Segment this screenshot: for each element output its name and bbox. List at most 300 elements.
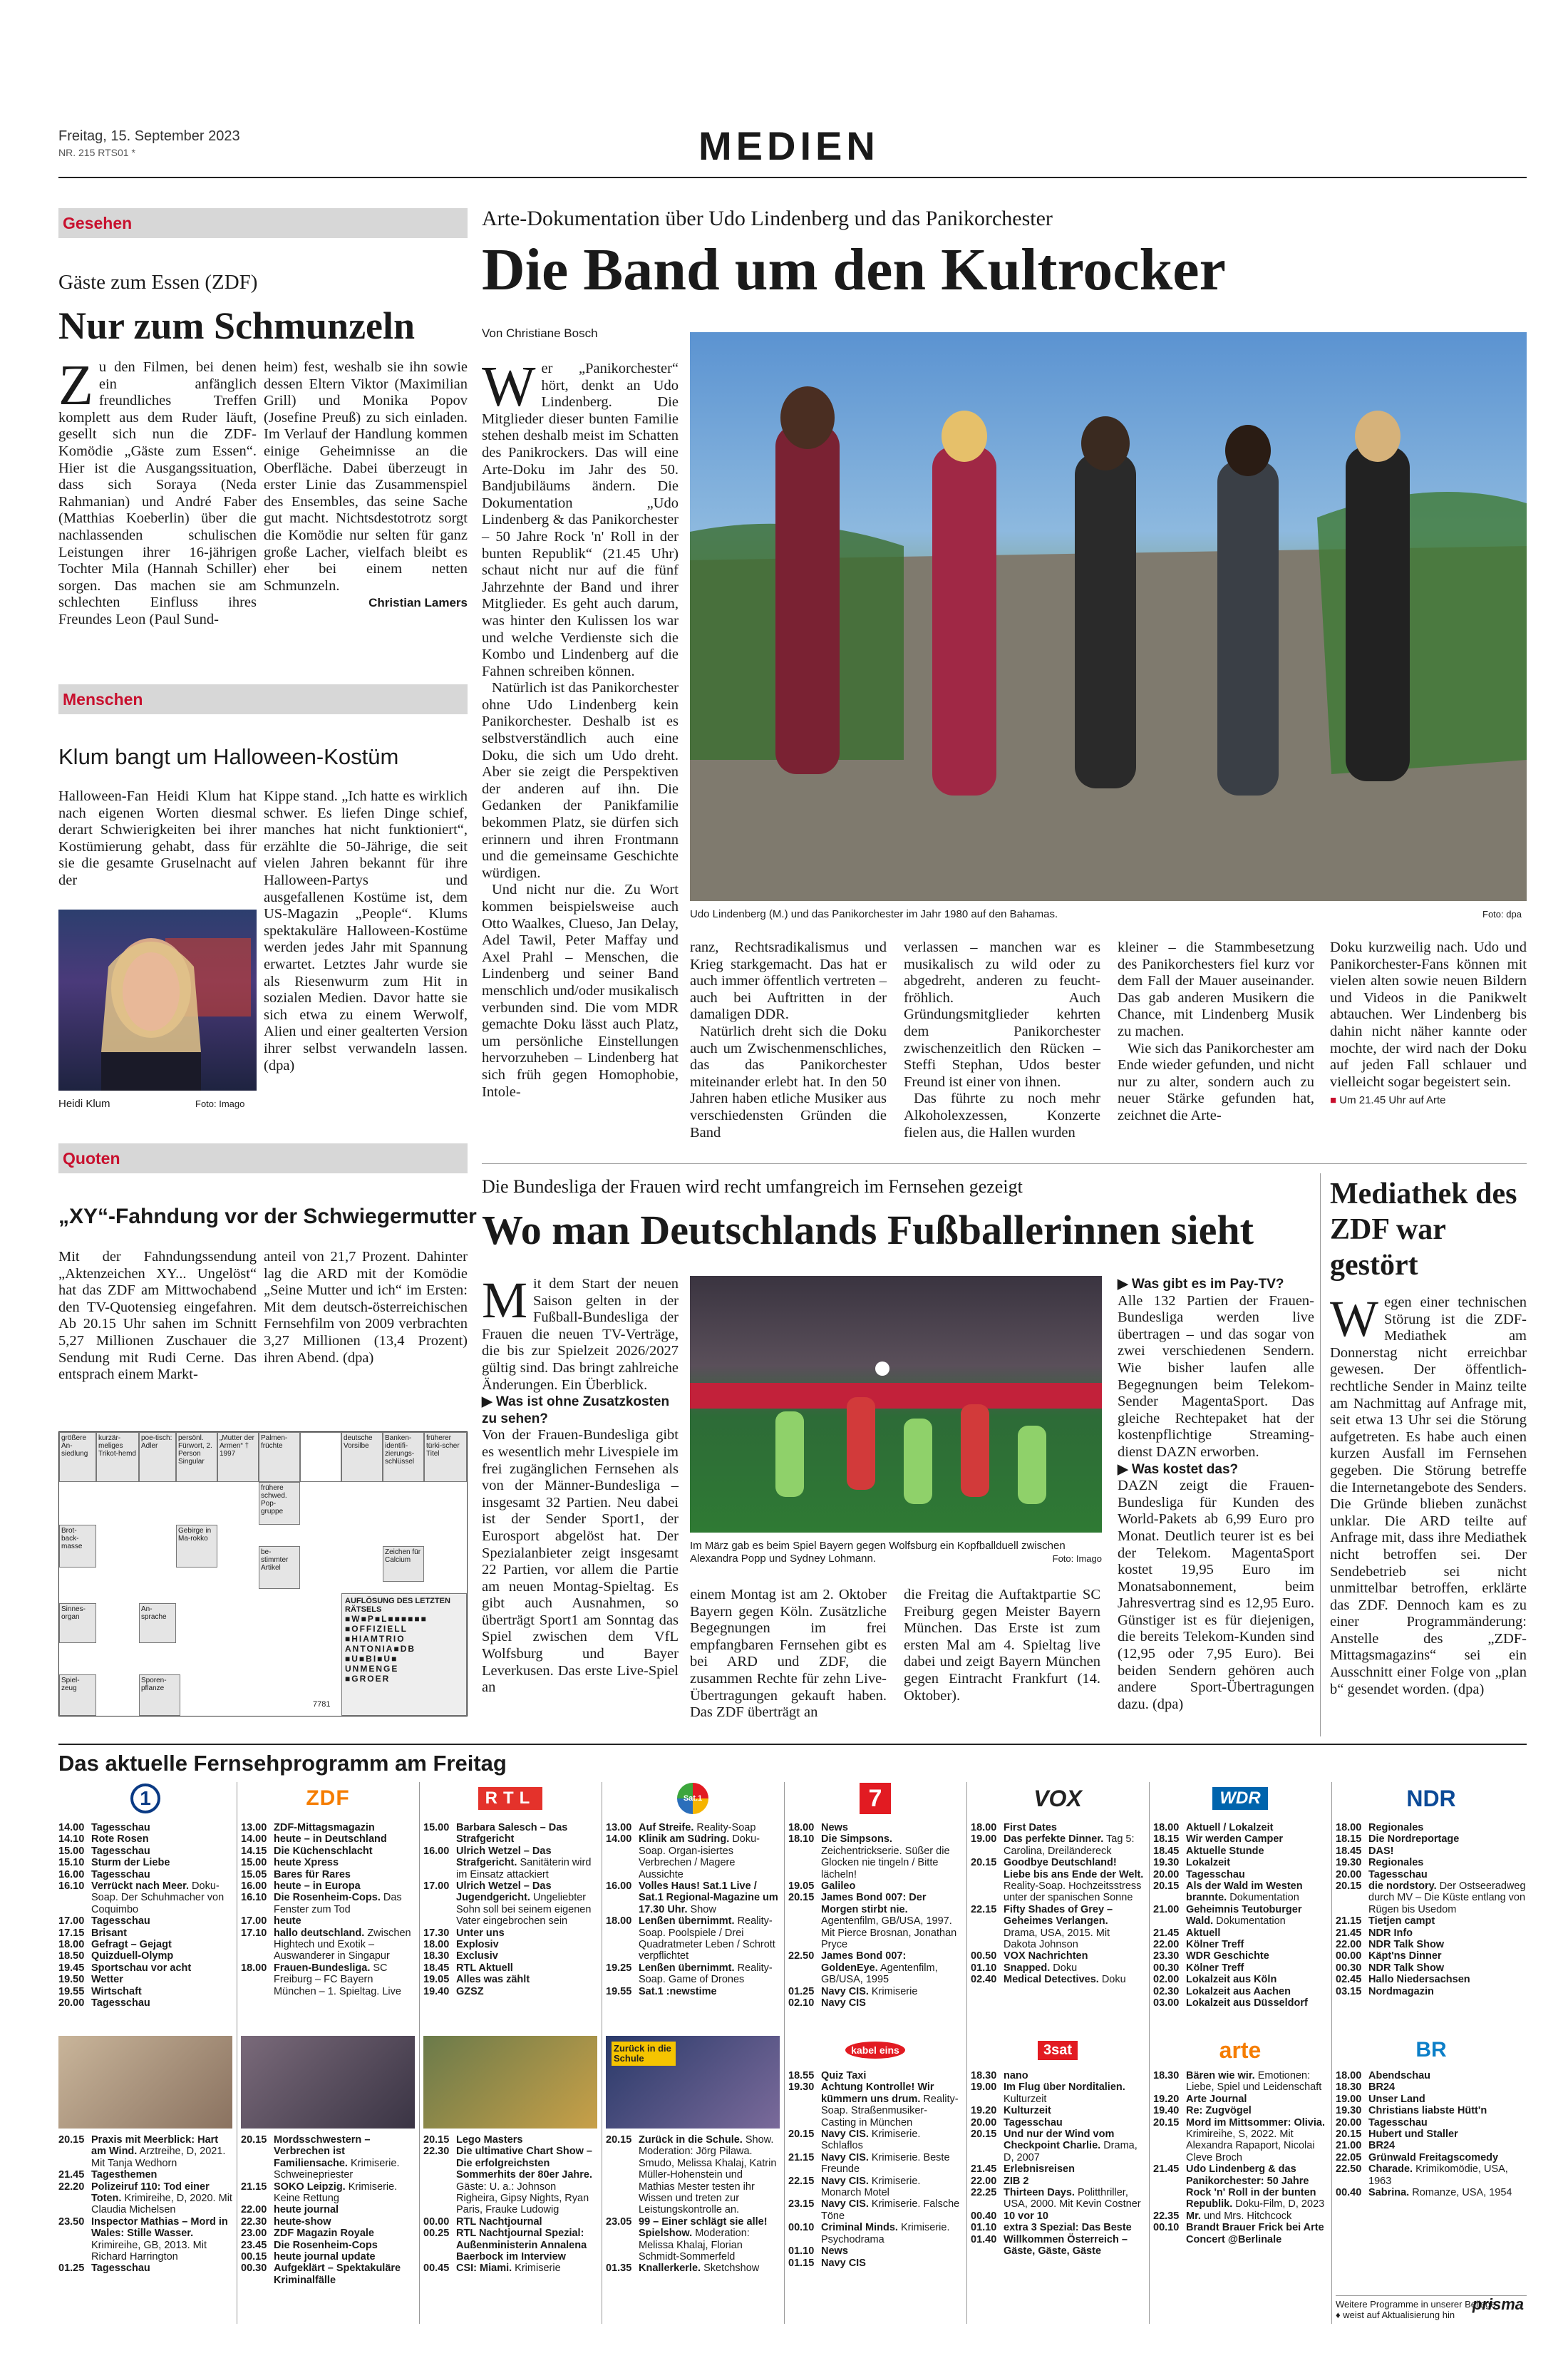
band-photo-icon [690,332,1527,901]
program-title: Bären wie wir. Emotionen: Liebe, Spiel und Leidenschaft [1186,2070,1322,2094]
tv-program-row [788,1997,962,2009]
program-title: James Bond 007: Der Morgen stirbt nie. Agentenfilm, GB/USA, 1997. Mit Pierce Brosnan, Jonathan Pryce [821,1892,957,1951]
channel-logo-kabeleins: kabel eins [788,2036,962,2064]
crossword-solution: AUFLÖSUNG DES LETZTEN RÄTSELS ■W■P■L■■■■■■ ■OFFIZIELL ■HIAMTRIO ANTONIA■DB ■U■BI■U■ UNMENGE ■GROER [341,1593,467,1716]
tv-program-row [971,2210,1145,2222]
mediathek-title: Mediathek des ZDF war gestört [1330,1178,1517,1282]
arte-kicker: Arte-Dokumentation über Udo Lindenberg und das Panikorchester [482,207,1053,230]
program-time: 19.40 [423,1985,450,1997]
program-time: 21.15 [788,2151,815,2163]
program-time: 20.00 [1336,2116,1362,2129]
mediathek-divider [1320,1173,1321,1736]
program-title: 10 vor 10 [1004,2210,1048,2222]
program-time: 16.00 [58,1868,85,1880]
program-time: 18.45 [1336,1845,1362,1857]
program-title: Die Rosenheim-Cops. Das Fenster zum Tod [274,1892,402,1915]
program-time: 18.10 [788,1833,815,1846]
tv-program-row [971,1822,1145,1833]
channel-logo-pro7: 7 [788,1782,962,1815]
tv-listing-ard [58,1822,232,2009]
program-time: 18.55 [788,2070,815,2081]
tv-program-row [606,1962,780,1986]
program-title: WDR Geschichte [1186,1950,1269,1962]
tv-program-row [606,1986,780,1997]
program-title: heute Xpress [274,1857,339,1869]
program-title: Sabrina. Romanze, USA, 1954 [1368,2187,1512,2199]
program-time: 23.05 [606,2215,632,2228]
tv-program-row [241,2263,415,2286]
program-title: Sat.1 :newstime [639,1985,717,1997]
tv-program-row [971,2222,1145,2233]
program-title: Tagesschau [91,1915,150,1927]
program-title: Quiz Taxi [821,2070,867,2081]
band-photo-caption: Udo Lindenberg (M.) und das Panikorchester im Jahr 1980 auf den Bahamas. [690,908,1058,920]
program-time: 16.00 [606,1880,632,1893]
program-time: 23.45 [241,2239,267,2251]
tv-program-row [1153,1869,1327,1880]
program-time: 18.30 [971,2070,997,2081]
tv-program-row [1153,1997,1327,2009]
tv-program-row [971,2187,1145,2210]
header-date: Freitag, 15. September 2023 [58,128,240,144]
program-time: 21.45 [58,2169,85,2181]
program-time: 01.25 [58,2263,85,2275]
tv-program-row [241,2216,415,2228]
program-title: Aktuell / Lokalzeit [1186,1822,1274,1833]
program-title: Mordsschwestern – Verbrechen ist Familiensache. Krimiserie. Schweinepriester [274,2134,400,2181]
program-title: extra 3 Spezial: Das Beste [1004,2222,1132,2234]
program-time: 22.15 [971,1903,997,1915]
program-time: 22.20 [58,2181,85,2193]
program-time: 23.15 [788,2198,815,2210]
tv-program-row [1336,2163,1527,2187]
tv-program-row [423,1846,597,1880]
program-time: 19.30 [1153,1857,1180,1869]
program-time: 21.45 [1336,1927,1362,1939]
channel-logo-rtl: RTL [423,1782,597,1815]
program-title: News [821,1822,848,1833]
tv-photo-ard [58,2036,232,2129]
program-title: NDR Info [1368,1927,1413,1939]
program-time: 01.10 [971,1962,997,1974]
program-time: 20.15 [1153,2116,1180,2129]
channel-logo-ndr: NDR [1406,1785,1456,1811]
tv-program-row [1153,1822,1327,1833]
quoten-col1: Mit der Fahndungssendung „Aktenzeichen XY... Ungelöst“ hat das ZDF am Mittwochabend den TV-Quotensieg eingefahren. Ab 20.15 Uhr sahen im Schnitt 5,27 Millionen Zuschauer die Sendung mit Rudi Cerne. Das entsprach einem Markt- [58,1249,257,1383]
tv-program-row [58,2134,232,2169]
program-time: 20.00 [971,2116,997,2129]
program-title: Ulrich Wetzel – Das Jugendgericht. Ungeliebter Sohn soll bei seinem eigenen Vater eingebrochen sein [456,1880,592,1927]
program-time: 02.10 [788,1997,815,2009]
tv-program-row [423,1822,597,1846]
tv-program-row [241,1846,415,1857]
program-time: 01.40 [971,2233,997,2245]
program-title: Thirteen Days. Politthriller, USA, 2000. Mit Kevin Costner [1004,2187,1141,2210]
program-title: Charade. Krimikomödie, USA, 1963 [1368,2163,1508,2187]
program-time: 00.10 [788,2222,815,2234]
heidi-klum-photo [58,910,257,1091]
program-time: 18.45 [1153,1845,1180,1857]
program-time: 18.15 [1336,1833,1362,1846]
program-time: 19.25 [606,1962,632,1974]
tv-title: Das aktuelle Fernsehprogramm am Freitag [58,1751,507,1776]
program-time: 21.15 [241,2181,267,2193]
program-title: Tagesschau [1368,2116,1428,2129]
tv-program-row [241,1927,415,1962]
program-title: BR24 [1368,2140,1396,2152]
channel-logo-sat1: Sat.1 [606,1782,780,1815]
program-time: 00.50 [971,1950,997,1962]
tv-photo-zdf [241,2036,415,2129]
tv-program-row [1153,2163,1327,2210]
tv-program-row [423,1962,597,1974]
tv-program-row [241,1857,415,1868]
tv-program-row [788,2245,962,2257]
program-title: Wir werden Camper [1186,1833,1284,1846]
program-time: 03.15 [1336,1985,1362,1997]
gesehen-col2: heim) fest, weshalb sie ihn sowie dessen Eltern Viktor (Maximilian Grill) und Monika Popov (Josefine Preuß) zu sich einladen. Im Verlauf der Handlung kommen einige Geheimnisse an die Oberfläche. Dabei überzeugt in erster Linie das Zusammenspiel des Ensembles, das seine Sache gut macht. Nichtsdestotrotz sorgt die Komödie nur selten für ganz große Lacher, vielfach bleibt es eher bei einem netten Schmunzeln. Christian Lamers [264,359,468,610]
program-time: 20.00 [1153,1868,1180,1880]
program-time: 01.10 [788,2245,815,2258]
program-title: Exclusiv [456,1950,498,1962]
program-title: heute – in Europa [274,1880,361,1893]
quoten-title: „XY“-Fahndung vor der Schwiegermutter [58,1205,477,1228]
program-time: 19.45 [58,1962,85,1974]
program-time: 19.30 [1336,1857,1362,1869]
tv-program-row [241,2134,415,2181]
tv-program-row [1336,1962,1527,1974]
program-title: DAS! [1368,1845,1394,1857]
gesehen-col1: Zu den Filmen, bei denen ein anfänglich freundliches Treffen komplett aus dem Ruder läuft, gesellt sich nun die ZDF-Komödie „Gäste zum Essen“. Hier ist die Ausgangssituation, dass sich Soraya (Neda Rahmanian) und André Faber (Matthias Koeberlin) über die nachlassenden schulischen Leistungen ihrer 16-jährigen Tochter Mila (Hannah Schiller) sorgen. Das machen sie am schlechten Einfluss ihres Freundes Leon (Paul Sund- [58,354,257,627]
tv-program-row [423,1880,597,1927]
program-time: 20.15 [606,2134,632,2146]
tv-program-row [423,2228,597,2263]
program-title: Navy CIS. Krimiserie. Schlaflos [821,2129,921,2152]
tv-program-row [58,2216,232,2263]
tv-evening-3sat [971,2070,1145,2258]
tv-evening-br [1336,2070,1527,2198]
arte-title: Die Band um den Kultrocker [482,237,1226,303]
program-time: 19.40 [1153,2105,1180,2117]
football-photo [690,1276,1102,1533]
program-time: 19.50 [58,1974,85,1986]
program-title: Criminal Minds. Krimiserie. Psychodrama [821,2222,950,2245]
band-photo-credit: Foto: dpa [1482,909,1522,920]
program-title: Geheimnis Teutoburger Wald. Dokumentation [1186,1903,1302,1927]
tv-program-row [423,2134,597,2146]
crossword-clue: „Mutter der Armen“ † 1997 [217,1432,259,1482]
tv-program-row [971,2129,1145,2163]
program-time: 17.00 [423,1880,450,1893]
program-title: Achtung Kontrolle! Wir kümmern uns drum. Reality-Soap. Straßenmusiker-Casting in München [821,2081,959,2129]
program-title: Udo Lindenberg & das Panikorchester: 50 Jahre Rock 'n' Roll in der bunten Republik. Doku-Film, D, 2023 [1186,2163,1325,2210]
tv-program-row [1153,2094,1327,2105]
program-title: Gefragt – Gejagt [91,1939,172,1951]
program-time: 17.00 [58,1915,85,1927]
program-title: ZIB 2 [1004,2175,1029,2187]
tv-program-row [788,1822,962,1833]
program-title: Goodbye Deutschland! Liebe bis ans Ende der Welt. Reality-Soap. Hochzeitsstress unter der spanischen Sonne [1004,1857,1144,1904]
tv-program-row [1153,1986,1327,1997]
crossword-clue: Gebirge in Ma-rokko [176,1525,217,1568]
program-title: Hallo Niedersachsen [1368,1974,1470,1986]
tv-program-row [1336,1857,1527,1868]
program-time: 14.00 [241,1833,267,1846]
program-title: nano [1004,2070,1028,2081]
crossword-clue: größere An-siedlung [59,1432,96,1482]
prisma-logo: prisma [1472,2295,1524,2313]
tv-program-row [241,1915,415,1927]
program-time: 02.00 [1153,1974,1180,1986]
tv-program-row [788,2222,962,2245]
program-time: 18.00 [788,1822,815,1833]
program-title: Verrückt nach Meer. Doku-Soap. Der Schuhmacher von Coquimbo [91,1880,225,1915]
program-title: Aufgeklärt – Spektakuläre Kriminalfälle [274,2263,401,2286]
quoten-col2: anteil von 21,7 Prozent. Dahinter lag die ARD mit der Komödie „Seine Mutter und ich“ im Ersten: Mit dem deutsch-österreichischen Fernsehfilm von 2009 verbrachten 3,27 Millionen (13,4 Prozent) ihren Abend. (dpa) [264,1249,468,1366]
program-time: 21.15 [1336,1915,1362,1927]
crossword-clue: frühere schwed. Pop-gruppe [259,1482,300,1525]
program-time: 18.00 [1336,1822,1362,1833]
tv-program-row [1336,2152,1527,2163]
crossword-clue: kurzär-meliges Trikot-hemd [96,1432,139,1482]
tv-program-row [58,1962,232,1974]
arte-col4: kleiner – die Stammbesetzung des Panikorchesters fiel kurz vor dem Fall der Mauer auseinander. Das gab anderen Musikern die Chance, mit Lindenberg Musik zu machen. Wie sich das Panikorchester am Ende wieder gefunden, und nicht nur zu alter, sondern auch zu neuer Stärke gefunden hat, zeichnet die Arte- [1118,940,1314,1123]
tv-program-row [1153,1950,1327,1962]
tv-program-row [971,2117,1145,2129]
bundesliga-col4: ▶ Was gibt es im Pay-TV? Alle 132 Partien der Frauen-Bundesliga werden live übertragen – und das sogar von zwei verschiedenen Sendern. Wie bisher laufen alle Begegnungen beim Telekom-Sender MagentaSport. Das gleiche Rechtepaket hat der kostenpflichtige Streaming-dienst DAZN erworben. ▶ Was kostet das? DAZN zeigt die Frauen-Bundesliga für Kunden des World-Pakets ab 6,99 Euro pro Monat. Deutlich teurer ist es bei der Telekom. MagentaSport kostet 19,95 Euro im Monatsabonnement, beim Jahresvertrag sind es 12,95 Euro. Günstiger ist es für diejenigen, die bereits Telekom-Kunden sind (12,95 oder 7,95 Euro). Bei beiden Sendern gehören auch andere Sport-Übertragungen dazu. (dpa) [1118,1277,1314,1712]
program-time: 00.40 [971,2210,997,2222]
program-title: Praxis mit Meerblick: Hart am Wind. Arztreihe, D, 2021. Mit Tanja Wedhorn [91,2134,226,2169]
portrait-photo-icon [58,910,257,1091]
program-time: 18.00 [606,1915,632,1927]
tv-listing-wdr [1153,1822,1327,2009]
tv-program-row [241,1880,415,1892]
tv-program-row [606,1880,780,1915]
program-title: Navy CIS [821,2257,866,2269]
program-title: 99 – Einer schlägt sie alle! Spielshow. Moderation: Melissa Khalaj, Florian Schmidt-Sommerfeld [639,2215,768,2263]
program-title: Lego Masters [456,2134,523,2146]
program-title: Zurück in die Schule. Show. Moderation: Jörg Pilawa. Smudo, Melissa Khalaj, Katrin Müller-Hohenstein und Mathias Mester testen ihr Wissen und treten zur Leistungskontrolle an. [639,2134,777,2216]
arte-tip: ■ Um 21.45 Uhr auf Arte [1330,1094,1446,1107]
tv-program-row [58,1915,232,1927]
crossword-clue: Spiel-zeug [59,1674,96,1716]
program-time: 00.10 [1153,2222,1180,2234]
program-title: Tagesschau [1004,2116,1063,2129]
program-title: Unser Land [1368,2093,1425,2105]
tv-program-row [971,2176,1145,2187]
tv-program-row [971,1857,1145,1904]
program-title: BR24 [1368,2081,1396,2094]
crossword-clue: früherer türki-scher Titel [424,1432,467,1482]
tv-program-row [971,1904,1145,1951]
tv-program-row [1336,2187,1527,2198]
program-time: 17.00 [241,1915,267,1927]
tv-program-row [971,1974,1145,1985]
program-title: Bares für Rares [274,1868,351,1880]
program-title: Die Nordreportage [1368,1833,1460,1846]
menschen-bar: Menschen [58,684,468,714]
program-time: 22.00 [1336,1939,1362,1951]
program-title: heute journal [274,2204,339,2216]
program-time: 20.15 [788,1892,815,1904]
bundesliga-title: Wo man Deutschlands Fußballerinnen sieht [482,1207,1254,1253]
program-time: 18.50 [58,1950,85,1962]
program-time: 18.15 [1153,1833,1180,1846]
program-time: 20.15 [1153,1880,1180,1893]
program-title: Klinik am Südring. Doku-Soap. Organ-isiertes Verbrechen / Magere Aussichte [639,1833,760,1880]
program-title: Inspector Mathias – Mord in Wales: Stille Wasser. Krimireihe, GB, 2013. Mit Richard Harrington [91,2215,228,2263]
program-title: Lenßen übernimmt. Reality-Soap. Game of Drones [639,1962,773,1986]
tv-program-row [58,2181,232,2216]
program-title: Regionales [1368,1857,1424,1869]
program-time: 14.15 [241,1845,267,1857]
tv-program-row [423,2263,597,2274]
program-time: 19.30 [1336,2105,1362,2117]
tv-program-row [1336,1974,1527,1985]
program-time: 18.30 [423,1950,450,1962]
program-title: Lokalzeit aus Köln [1186,1974,1277,1986]
tv-program-row [788,2176,962,2199]
arte-byline: Von Christiane Bosch [482,326,598,340]
program-title: Aktuelle Stunde [1186,1845,1264,1857]
program-title: Frauen-Bundesliga. SC Freiburg – FC Bayern München – 1. Spieltag. Live [274,1962,401,1997]
tv-program-row [58,2263,232,2274]
program-title: Re: Zugvögel [1186,2105,1252,2117]
gesehen-kicker: Gäste zum Essen (ZDF) [58,271,258,294]
program-time: 22.30 [423,2146,450,2158]
program-time: 17.10 [241,1927,267,1939]
menschen-col2: Kippe stand. „Ich hatte es wirklich schwer. Es liefen Dinge schief, manches hat nicht funktioniert“, erzählte die 50-Jährige, die seit vielen Jahren bekannt für ihre Halloween-Partys und ausgefallenen Kostüme ist, dem US-Magazin „People“. Klums spektakuläre Halloween-Kostüme werden jedes Jahr mit Spannung erwartet. Letztes Jahr wurde sie als Riesenwurm zum Hit in sozialen Medien. Davor hatte sie sich etwa zu einem Werwolf, Alien und einer gealterten Version ihrer selbst verwandeln lassen. (dpa) [264,788,468,1074]
program-time: 01.10 [971,2222,997,2234]
channel-logo-arte: arte [1219,2037,1262,2063]
program-time: 18.00 [58,1939,85,1951]
tv-program-row [1336,2140,1527,2151]
tv-program-row [1153,2210,1327,2222]
program-title: heute-show [274,2215,331,2228]
program-time: 18.30 [1153,2070,1180,2081]
program-time: 20.15 [971,2129,997,2141]
program-title: Snapped. Doku [1004,1962,1078,1974]
program-title: Wirtschaft [91,1985,142,1997]
program-title: Abendschau [1368,2070,1431,2081]
program-time: 22.05 [1336,2151,1362,2163]
program-title: Willkommen Österreich – Gäste, Gäste, Gäste [1004,2233,1128,2258]
program-title: Als der Wald im Westen brannte. Dokumentation [1186,1880,1303,1904]
tv-listing-ndr [1336,1822,1527,1997]
program-title: Tietjen campt [1368,1915,1435,1927]
tv-program-row [1336,1833,1527,1845]
program-time: 00.30 [1336,1962,1362,1974]
program-title: CSI: Miami. Krimiserie [456,2263,561,2275]
program-time: 18.00 [1336,2070,1362,2081]
program-time: 17.15 [58,1927,85,1939]
tv-program-row [1336,2070,1527,2081]
program-title: RTL Nachtjournal Spezial: Außenministerin Annalena Baerbock im Interview [456,2228,587,2263]
tv-program-row [606,1833,780,1880]
program-time: 00.15 [241,2251,267,2263]
program-time: 14.10 [58,1833,85,1846]
program-time: 20.15 [1336,1880,1362,1893]
program-time: 15.10 [58,1857,85,1869]
program-time: 01.25 [788,1985,815,1997]
tv-program-row [606,1822,780,1833]
tv-program-row [1336,1846,1527,1857]
program-title: Ulrich Wetzel – Das Strafgericht. Sanitäterin wird im Einsatz attackiert [456,1845,592,1880]
program-time: 15.00 [241,1857,267,1869]
bundesliga-col2: einem Montag ist am 2. Oktober Bayern gegen Köln. Zusätzliche Begegnungen im frei empfangbaren Fernsehen gibt es bei ARD und ZDF, die zusammen Rechte für zehn Live-Übertragungen gekauft haben. Das ZDF überträgt an [690,1587,887,1721]
crossword-clue: An-sprache [139,1603,176,1643]
program-title: Lokalzeit [1186,1857,1231,1869]
tv-program-row [58,1869,232,1880]
program-time: 20.15 [1336,2129,1362,2141]
program-time: 19.20 [1153,2093,1180,2105]
program-time: 02.40 [971,1974,997,1986]
tv-program-row [971,2070,1145,2081]
program-time: 19.55 [58,1985,85,1997]
tv-program-row [241,2251,415,2263]
program-title: Auf Streife. Reality-Soap [639,1822,756,1833]
tv-program-row [241,2181,415,2205]
program-title: Fifty Shades of Grey – Geheimes Verlangen. Drama, USA, 2015. Mit Dakota Johnson [1004,1903,1113,1951]
program-title: Die Simpsons. Zeichentrickserie. Süßer die Glocken nie tingeln / Bitte lächeln! [821,1833,950,1880]
menschen-col1: Halloween-Fan Heidi Klum hat nach eigenen Worten diesmal derart Schwierigkeiten bei ihrer Kostümierung gehabt, dass für sie die gesamte Gruselnacht auf der [58,788,257,888]
tv-program-row [1153,1974,1327,1985]
program-time: 18.30 [1336,2081,1362,2094]
crossword-clue: Palmen-früchte [259,1432,300,1482]
program-time: 02.30 [1153,1985,1180,1997]
tv-program-row [1153,1962,1327,1974]
tv-program-row [606,1915,780,1962]
channel-logo-wdr: WDR [1153,1782,1327,1815]
program-title: Tagesschau [91,1822,150,1833]
program-title: Tagesschau [1368,1868,1428,1880]
channel-logo-zdf: ZDF [306,1786,350,1810]
football-photo-icon [690,1276,1102,1533]
program-time: 20.00 [58,1997,85,2009]
program-title: Navy CIS. Krimiserie. Monarch Motel [821,2175,921,2199]
program-time: 18.00 [971,1822,997,1833]
program-title: Tagesschau [91,2263,150,2275]
program-time: 14.00 [58,1822,85,1833]
program-title: RTL Aktuell [456,1962,513,1974]
program-title: Barbara Salesch – Das Strafgericht [456,1822,568,1846]
crossword-clue: poe-tisch: Adler [139,1432,176,1482]
tv-program-row [1153,1880,1327,1904]
program-time: 00.40 [1336,2187,1362,2199]
crossword [58,1431,468,1716]
program-title: Mr. und Mrs. Hitchcock [1186,2210,1292,2222]
menschen-title: Klum bangt um Halloween-Kostüm [58,744,399,769]
bundesliga-col1: Mit dem Start der neuen Saison gelten in der Fußball-Bundesliga der Frauen die neuen TV-Verträge, die bis zur Spielzeit 2026/2027 gültig sind. Das bringt zahlreiche Änderungen. Ein Überblick. ▶ Was ist ohne Zusatzkosten zu sehen? Von der Frauen-Bundesliga gibt es wesentlich mehr Livespiele im frei zugänglichen Fernsehen als von der Männer-Bundesliga – insgesamt 32 Partien. Neu dabei ist der Sender Sport1, der Eurosport abgelöst hat. Der Spezialanbieter zeigt insgesamt 22 Partien, vor allem die Partie am neuen Montag-Spieltag. Es gibt auch Ausnahmen, so überträgt Sport1 am Sonntag das Spiel zwischen dem VfL Wolfsburg und Bayer Leverkusen. Das erste Live-Spiel an [482,1272,679,1696]
program-time: 21.00 [1336,2140,1362,2152]
header-rule [58,177,1527,178]
program-title: Rote Rosen [91,1833,149,1846]
program-title: Arte Journal [1186,2093,1247,2105]
program-time: 00.00 [423,2215,450,2228]
crossword-clue: Zeichen für Calcium [383,1546,424,1582]
program-title: heute journal update [274,2251,376,2263]
tv-listing-sat1 [606,1822,780,1997]
tv-listing-zdf [241,1822,415,1997]
program-time: 00.45 [423,2263,450,2275]
tv-program-row [788,1986,962,1997]
tv-program-row [606,2134,780,2216]
tv-program-row [1336,1939,1527,1950]
tv-program-row [58,1974,232,1985]
tv-program-row [1153,1857,1327,1868]
tv-photo-rtl [423,2036,597,2129]
program-title: Unter uns [456,1927,505,1939]
